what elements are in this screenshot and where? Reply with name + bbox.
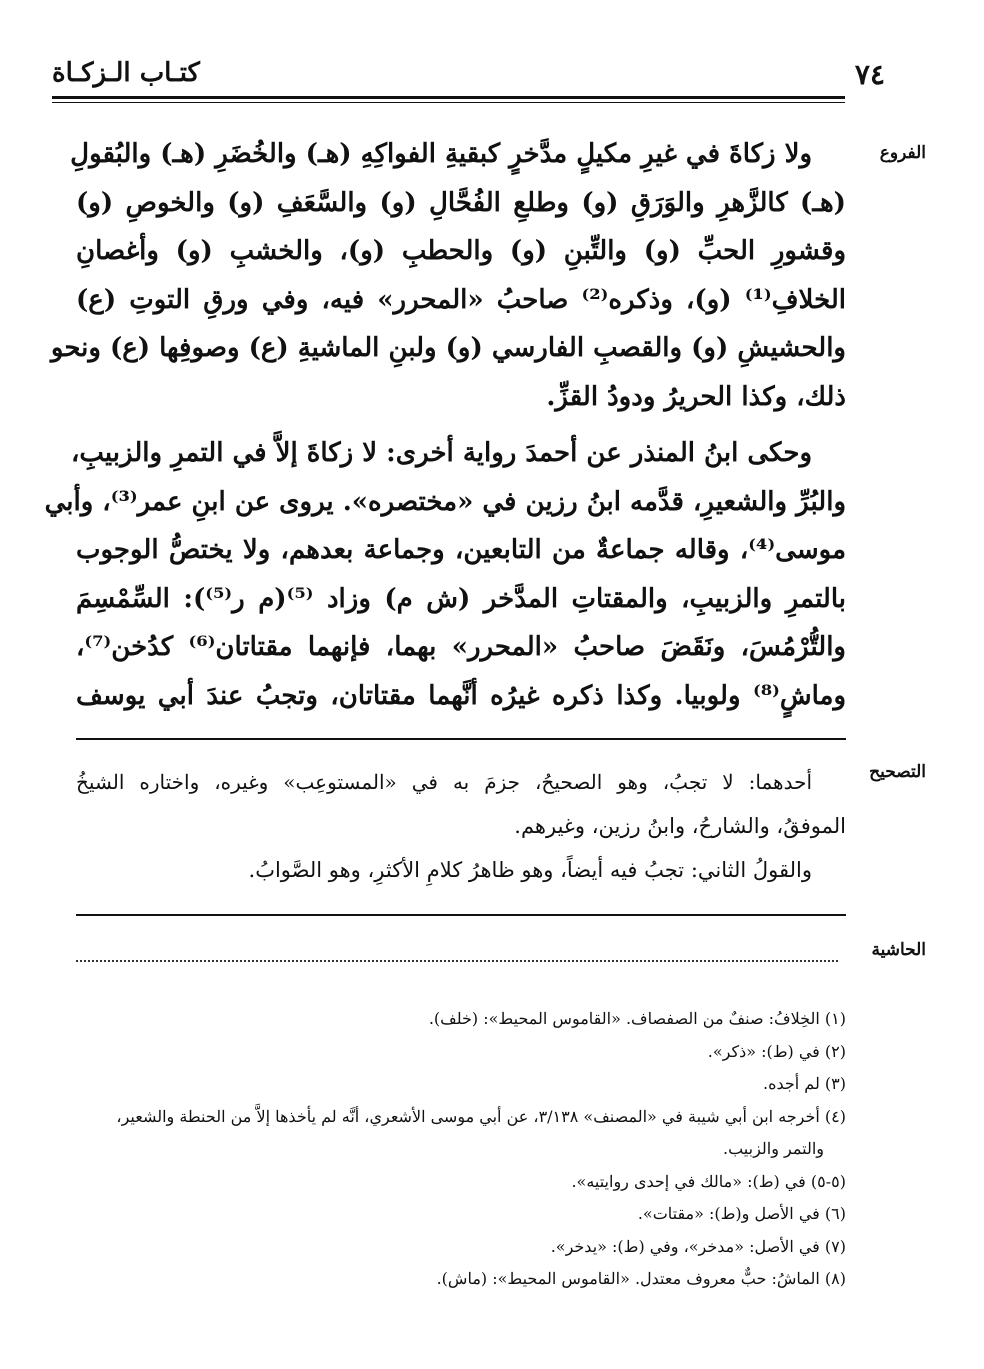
page-header xyxy=(52,58,930,98)
side-label-hashiya: الحاشية xyxy=(871,940,926,960)
text-line: والتُّرْمُسَ، ونَقَضَ صاحبُ «المحرر» بهما، فإنهما مقتاتان⁽⁶⁾ كدُخن⁽⁷⁾، xyxy=(76,632,846,662)
section-rule xyxy=(76,738,846,740)
text-line: (هـ) كالزَّهرِ والوَرَقِ (و) وطلعِ الفُحَّالِ (و) والسَّعَفِ (و) والخوصِ (و) xyxy=(76,187,846,218)
text-line: بالتمرِ والزبيبِ، والمقتاتِ المدَّخر (ش م) وزاد ⁽⁵⁾(م ر⁽⁵⁾): السِّمْسِمَ xyxy=(76,583,846,614)
text-line: وقشورِ الحبِّ (و) والتِّبنِ (و) والحطبِ (و)، والخشبِ (و) وأغصانِ xyxy=(76,236,846,266)
hashiya-dotted-line xyxy=(76,960,838,962)
text-line: والبُرِّ والشعيرِ، قدَّمه ابنُ رزين في «مختصره». يروى عن ابنِ عمر⁽³⁾، وأبي xyxy=(44,486,846,517)
running-title: كتـاب الـزكـاة xyxy=(52,58,200,88)
text-line: موسى⁽⁴⁾، وقاله جماعةٌ من التابعين، وجماعة بعدهم، ولا يختصُّ الوجوب xyxy=(76,535,846,565)
page-number: ٧٤ xyxy=(854,58,885,91)
tashih-paragraph-1 xyxy=(76,760,846,848)
footnote: (٧) في الأصل: «مدخر»، وفي (ط): «يدخر». xyxy=(550,1236,846,1256)
text-line: الخلافِ⁽¹⁾ (و)، وذكره⁽²⁾ صاحبُ «المحرر» فيه، وفي ورقِ التوتِ (ع) xyxy=(76,284,846,315)
text-line: والحشيشِ (و) والقصبِ الفارسي (و) ولبنِ الماشيةِ (ع) وصوفِها (ع) ونحو xyxy=(50,333,846,363)
footnote: (٨) الماشُ: حبٌّ معروف معتدل. «القاموس المحيط»: (ماش). xyxy=(436,1269,846,1288)
footnote: (٦) في الأصل و(ط): «مقتات». xyxy=(637,1204,846,1223)
paragraph-2 xyxy=(44,429,846,720)
footnote: (٤) أخرجه ابن أبي شيبة في «المصنف» ٣/١٣٨، عن أبي موسى الأشعري، أنَّه لم يأخذها إلاَّ من الحنطة والشعير، xyxy=(116,1106,846,1126)
paragraph-1 xyxy=(50,130,846,421)
tashih-text xyxy=(76,760,846,892)
header-rule-thick xyxy=(52,96,845,99)
text-line: أحدهما: لا تجبُ، وهو الصحيحُ، جزمَ به في «المستوعِب» وغيره، واختاره الشيخُ xyxy=(76,770,812,794)
text-line: الموفقُ، والشارحُ، وابنُ رزين، وغيرهم. xyxy=(514,814,846,838)
side-label-furu: الفروع xyxy=(879,143,926,163)
footnote: (٢) في (ط): «ذكر». xyxy=(707,1041,846,1061)
text-line: وماشٍ⁽⁸⁾ ولوبيا. وكذا ذكره غيرُه أنَّهما مقتاتان، وتجبُ عندَ أبي يوسف xyxy=(76,680,846,711)
tashih-paragraph-2 xyxy=(76,848,846,892)
text-line: ذلك، وكذا الحريرُ ودودُ القزِّ. xyxy=(546,381,846,412)
footnote: (٥-٥) في (ط): «مالك في إحدى روايتيه». xyxy=(571,1171,846,1191)
section-rule xyxy=(76,914,846,916)
main-text xyxy=(44,130,846,720)
footnotes xyxy=(76,1003,846,1296)
text-line: وحكى ابنُ المنذر عن أحمدَ رواية أخرى: لا زكاةَ إلاَّ في التمرِ والزبيبِ، xyxy=(70,438,812,468)
side-label-tashih: التصحيح xyxy=(869,762,926,782)
text-line: ولا زكاةَ في غيرِ مكيلٍ مدَّخرٍ كبقيةِ الفواكِهِ (هـ) والخُضَرِ (هـ) والبُقولِ xyxy=(70,139,812,169)
header-rule-thin xyxy=(52,102,845,103)
footnote: (٣) لم أجده. xyxy=(763,1074,846,1093)
footnote: (١) الخِلافُ: صنفٌ من الصفصاف. «القاموس المحيط»: (خلف). xyxy=(428,1009,846,1028)
text-line: والقولُ الثاني: تجبُ فيه أيضاً، وهو ظاهرُ كلامِ الأكثرِ، وهو الصَّوابُ. xyxy=(248,858,812,882)
footnote-continuation: والتمر والزبيب. xyxy=(723,1139,824,1158)
